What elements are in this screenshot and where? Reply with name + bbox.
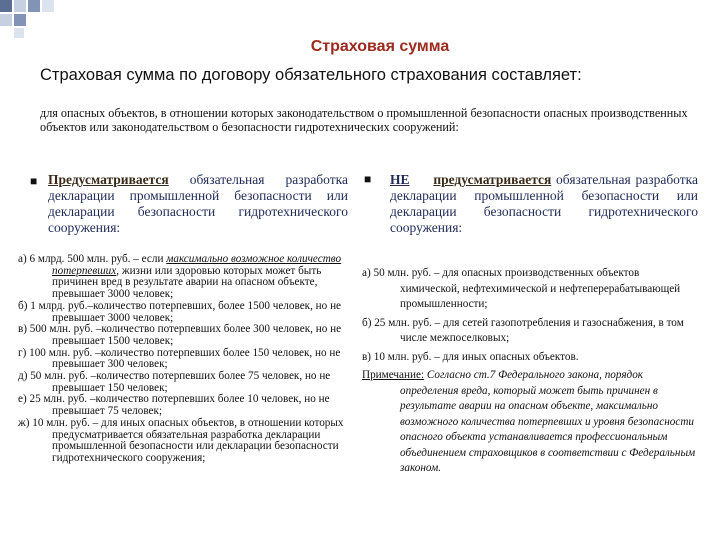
list-item: е) 25 млн. руб. –количество потерпевших более 10 человек, но не превышает 75 человек;: [18, 393, 330, 418]
deco-square: [14, 0, 26, 12]
deco-square: [14, 28, 24, 38]
right-column-heading: [390, 172, 698, 236]
right-heading-negation: НЕ: [390, 172, 410, 187]
list-item: а) 50 млн. руб. – для опасных производственных объектов химической, нефтехимической и нефтеперерабатывающей промышленности;: [362, 267, 681, 310]
list-item: в) 10 млн. руб. – для иных опасных объектов.: [362, 350, 579, 363]
deco-square: [14, 14, 26, 26]
right-heading-emphasis: предусматривается: [433, 172, 552, 187]
list-item: в) 500 млн. руб. –количество потерпевших более 300 человек, но не превышает 1500 человек;: [18, 323, 342, 347]
list-item: б) 1 млрд. руб.–количество потерпевших, более 1500 человек, но не превышает 3000 человек;: [18, 299, 342, 324]
deco-square: [0, 0, 12, 12]
note-label: Примечание:: [362, 369, 425, 381]
page-title: Страховая сумма: [310, 38, 450, 55]
left-heading-text: обязательная разработка декларации промышленной безопасности или декларации безопасности гидротехнического сооружения:: [48, 172, 348, 235]
deco-square: [42, 0, 54, 12]
right-heading-text: обязательная разработка декларации промышленной безопасности или декларации безопасности гидротехнического сооружения:: [390, 172, 699, 235]
list-item: г) 100 млн. руб. –количество потерпевших более 150 человек, но не превышает 300 человек;: [18, 346, 341, 371]
note-text: Согласно ст.7 Федерального закона, порядок определения вреда, который может быть причинен в результате аварии на опасном объекте, максимально возможного количества потерпевших и уровня безопасности опасного объекта устанавливается профессиональным объединением страховщиков в соответствии с Федеральным законом.: [400, 369, 696, 474]
left-amount-list: [18, 254, 354, 465]
bullet-icon: ■: [30, 174, 38, 188]
left-heading-emphasis: Предусматривается: [48, 172, 169, 187]
deco-square: [28, 0, 40, 12]
list-item: б) 25 млн. руб. – для сетей газопотребления и газоснабжения, в том числе межпоселковых;: [362, 316, 684, 344]
list-item: д) 50 млн. руб. –количество потерпевших более 75 человек, но не превышает 150 человек;: [18, 370, 331, 394]
corner-decoration: [0, 0, 120, 40]
list-item: а) 6 млрд. 500 млн. руб. – если максимально возможное количество потерпевших, жизни или здоровью которых может быть причинен вред в результате аварии на опасном объекте, превышает 3000 человек;: [18, 253, 342, 301]
deco-square: [0, 14, 12, 26]
list-item: ж) 10 млн. руб. – для иных опасных объектов, в отношении которых предусматривается обязательная разработка декларации промышленной безопасности или декларации безопасности гидротехнического сооружения;: [18, 416, 344, 464]
intro-text: для опасных объектов, в отношении которых законодательством о промышленной безопасности опасных производственных объектов или законодательством о безопасности гидротехнических сооружений:: [40, 106, 688, 134]
page-subtitle: Страховая сумма по договору обязательного страхования составляет:: [40, 66, 582, 84]
bullet-icon: ■: [364, 172, 372, 186]
note: [362, 368, 698, 477]
left-column-heading: [48, 172, 348, 236]
right-amount-list: [362, 266, 698, 480]
